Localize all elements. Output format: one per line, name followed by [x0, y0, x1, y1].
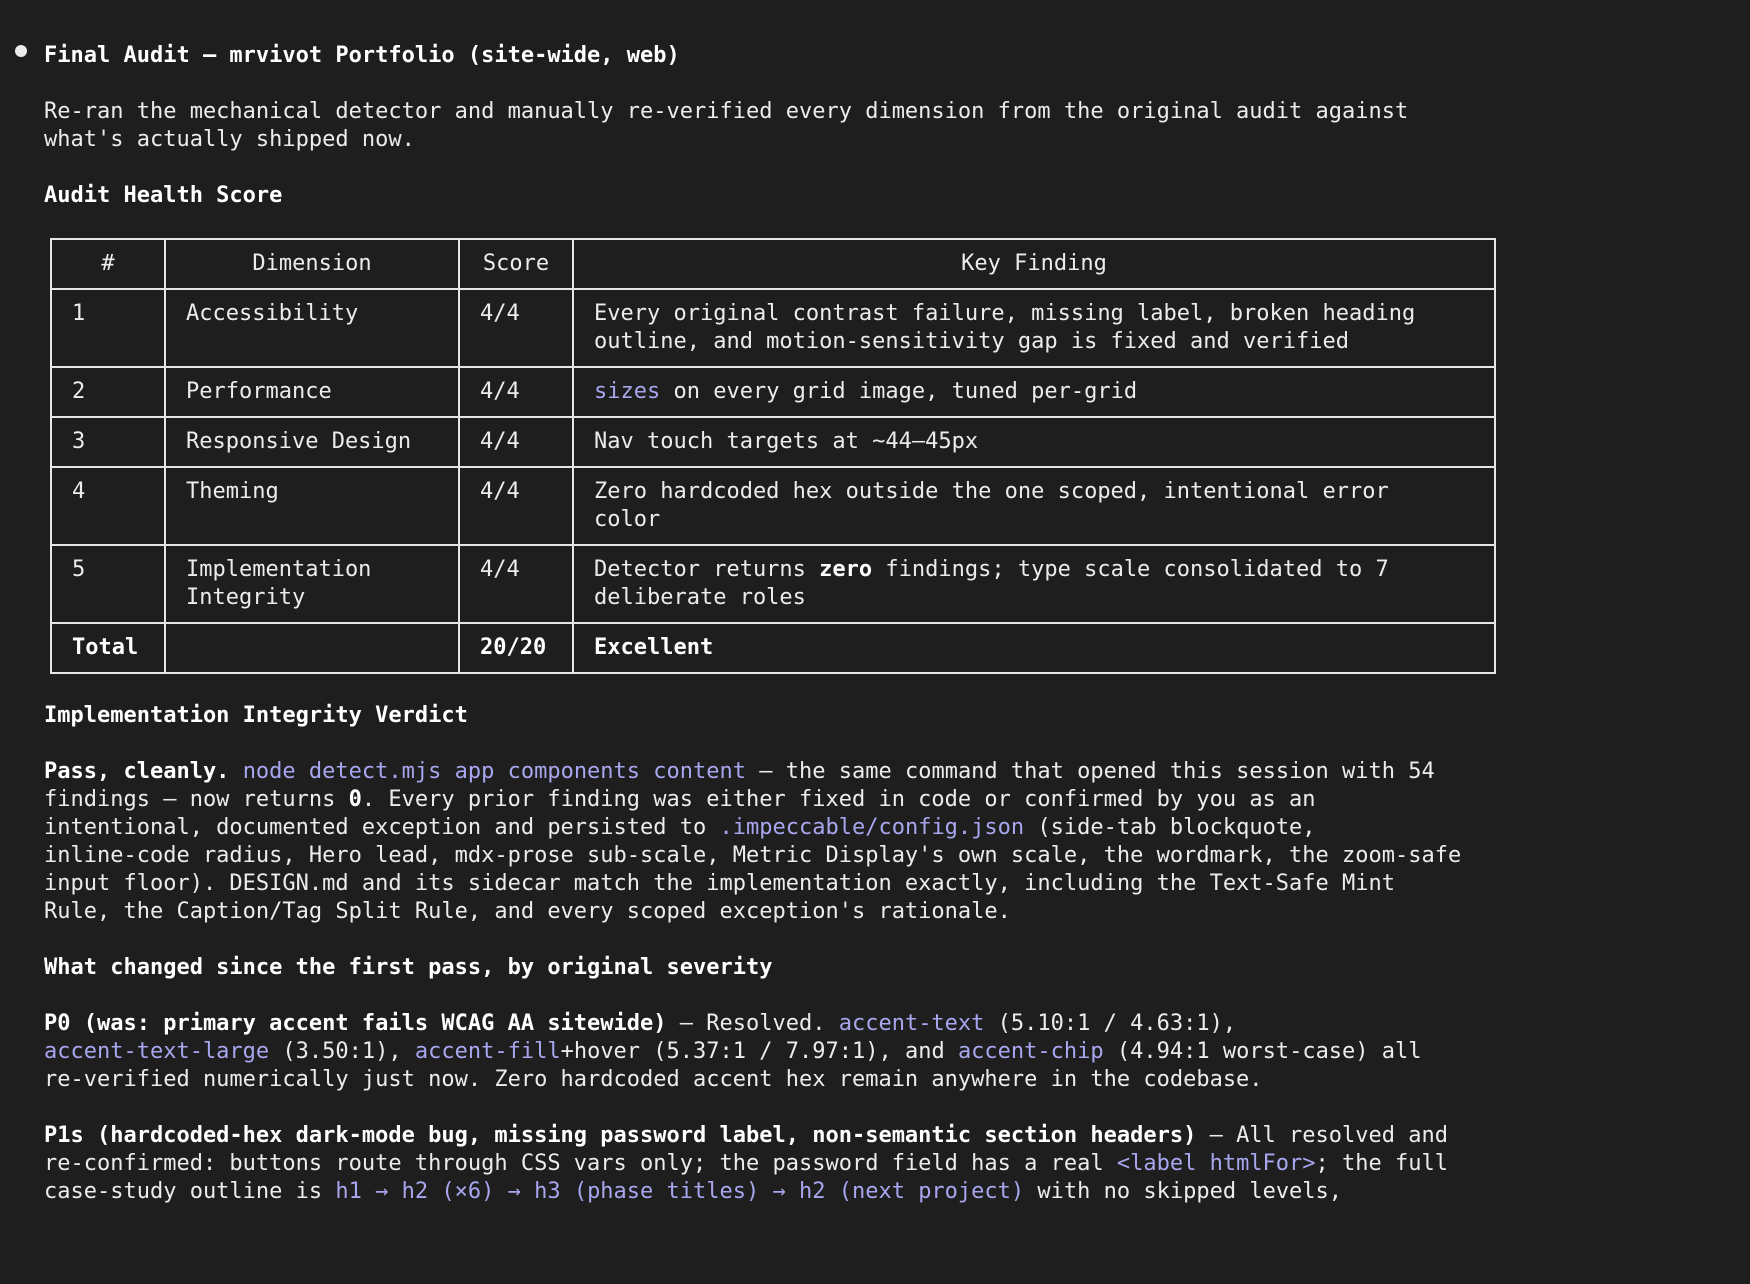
table-row: [51, 467, 1495, 545]
p1-paragraph: [44, 1122, 1734, 1206]
verdict-lead: Pass, cleanly.: [44, 759, 230, 784]
p0-text: re-verified numerically just now. Zero hardcoded accent hex remain anywhere in the codebase.: [44, 1067, 1263, 1092]
table-header-row: [51, 239, 1495, 289]
verdict-heading: Implementation Integrity Verdict: [44, 703, 468, 728]
row-finding: [573, 467, 1495, 545]
header-number: #: [51, 239, 165, 289]
finding-line: color: [594, 507, 661, 532]
header-score: Score: [459, 239, 573, 289]
total-label: Total: [51, 623, 165, 673]
row-number: 1: [51, 289, 165, 367]
verdict-text: Rule, the Caption/Tag Split Rule, and every scoped exception's rationale.: [44, 899, 1011, 924]
p0-text: (3.50:1),: [269, 1039, 415, 1064]
total-score: 20/20: [459, 623, 573, 673]
row-dimension: Theming: [165, 467, 459, 545]
table-row: [51, 367, 1495, 417]
p0-label: P0 (was: primary accent fails WCAG AA sitewide): [44, 1011, 667, 1036]
finding-text: Detector returns: [594, 557, 820, 582]
row-finding: [573, 289, 1495, 367]
p0-text: (4.94:1 worst-case) all: [1103, 1039, 1422, 1064]
p0-paragraph: [44, 1010, 1734, 1094]
finding-bold: zero: [819, 557, 873, 582]
row-finding: Nav touch targets at ~44–45px: [573, 417, 1495, 467]
row-dimension: Performance: [165, 367, 459, 417]
row-score: 4/4: [459, 289, 573, 367]
row-dimension: [165, 545, 459, 623]
verdict-text: (side-tab blockquote,: [1024, 815, 1316, 840]
intro-line-1: Re-ran the mechanical detector and manually re-verified every dimension from the original audit against: [44, 99, 1409, 124]
row-number: 4: [51, 467, 165, 545]
verdict-zero: 0: [348, 787, 362, 812]
total-finding: Excellent: [573, 623, 1495, 673]
finding-text: deliberate roles: [594, 585, 806, 610]
inline-code: accent-text-large: [44, 1039, 270, 1064]
row-score: 4/4: [459, 417, 573, 467]
verdict-paragraph: [44, 758, 1734, 926]
inline-code: .impeccable/config.json: [719, 815, 1025, 840]
p1-text: — All resolved and: [1196, 1123, 1448, 1148]
changes-heading: What changed since the first pass, by original severity: [44, 955, 773, 980]
row-dimension: Responsive Design: [165, 417, 459, 467]
row-dimension: Accessibility: [165, 289, 459, 367]
table-row: [51, 289, 1495, 367]
p1-text: case-study outline is: [44, 1179, 336, 1204]
score-heading: Audit Health Score: [44, 183, 283, 208]
intro-paragraph: [44, 98, 1734, 154]
p0-text: — Resolved.: [666, 1011, 839, 1036]
row-score: 4/4: [459, 545, 573, 623]
inline-code: accent-text: [838, 1011, 985, 1036]
row-number: 2: [51, 367, 165, 417]
verdict-text: findings — now returns: [44, 787, 349, 812]
header-dimension: Dimension: [165, 239, 459, 289]
dimension-line: Integrity: [186, 585, 306, 610]
p1-text: re-confirmed: buttons route through CSS vars only; the password field has a real: [44, 1151, 1117, 1176]
message-bullet-icon: [15, 45, 27, 57]
verdict-text: input floor). DESIGN.md and its sidecar match the implementation exactly, including the Text-Safe Mint: [44, 871, 1396, 896]
intro-line-2: what's actually shipped now.: [44, 127, 415, 152]
finding-line: Zero hardcoded hex outside the one scoped, intentional error: [594, 479, 1389, 504]
finding-line: Every original contrast failure, missing label, broken heading: [594, 301, 1416, 326]
row-number: 5: [51, 545, 165, 623]
p0-text: (5.10:1 / 4.63:1),: [984, 1011, 1237, 1036]
verdict-text: . Every prior finding was either fixed in code or confirmed by you as an: [361, 787, 1316, 812]
verdict-text: inline-code radius, Hero lead, mdx-prose sub-scale, Metric Display's own scale, the wordmark, the zoom-safe: [44, 843, 1462, 868]
row-score: 4/4: [459, 367, 573, 417]
inline-code: sizes: [594, 379, 661, 404]
p0-text: +hover (5.37:1 / 7.97:1), and: [560, 1039, 958, 1064]
audit-score-table: [50, 238, 1496, 674]
inline-code: node detect.mjs app components content: [242, 759, 747, 784]
inline-code: h1 → h2 (×6) → h3 (phase titles) → h2 (next project): [335, 1179, 1025, 1204]
total-dimension: [165, 623, 459, 673]
inline-code: accent-fill: [414, 1039, 561, 1064]
header-key-finding: Key Finding: [573, 239, 1495, 289]
row-finding: [573, 367, 1495, 417]
table-total-row: [51, 623, 1495, 673]
message-title: Final Audit — mrvivot Portfolio (site-wide, web): [44, 43, 680, 68]
dimension-line: Implementation: [186, 557, 372, 582]
row-number: 3: [51, 417, 165, 467]
p1-text: ; the full: [1315, 1151, 1448, 1176]
finding-text: on every grid image, tuned per-grid: [660, 379, 1138, 404]
table-row: [51, 417, 1495, 467]
table-row: [51, 545, 1495, 623]
verdict-text: — the same command that opened this session with 54: [746, 759, 1435, 784]
inline-code: accent-chip: [957, 1039, 1104, 1064]
row-score: 4/4: [459, 467, 573, 545]
p1-label: P1s (hardcoded-hex dark-mode bug, missing password label, non-semantic section headers): [44, 1123, 1197, 1148]
row-finding: [573, 545, 1495, 623]
verdict-text: intentional, documented exception and persisted to: [44, 815, 720, 840]
finding-text: findings; type scale consolidated to 7: [872, 557, 1389, 582]
finding-line: outline, and motion-sensitivity gap is fixed and verified: [594, 329, 1349, 354]
p1-text: with no skipped levels,: [1024, 1179, 1343, 1204]
assistant-message: [44, 42, 1734, 1206]
inline-code: <label htmlFor>: [1116, 1151, 1316, 1176]
